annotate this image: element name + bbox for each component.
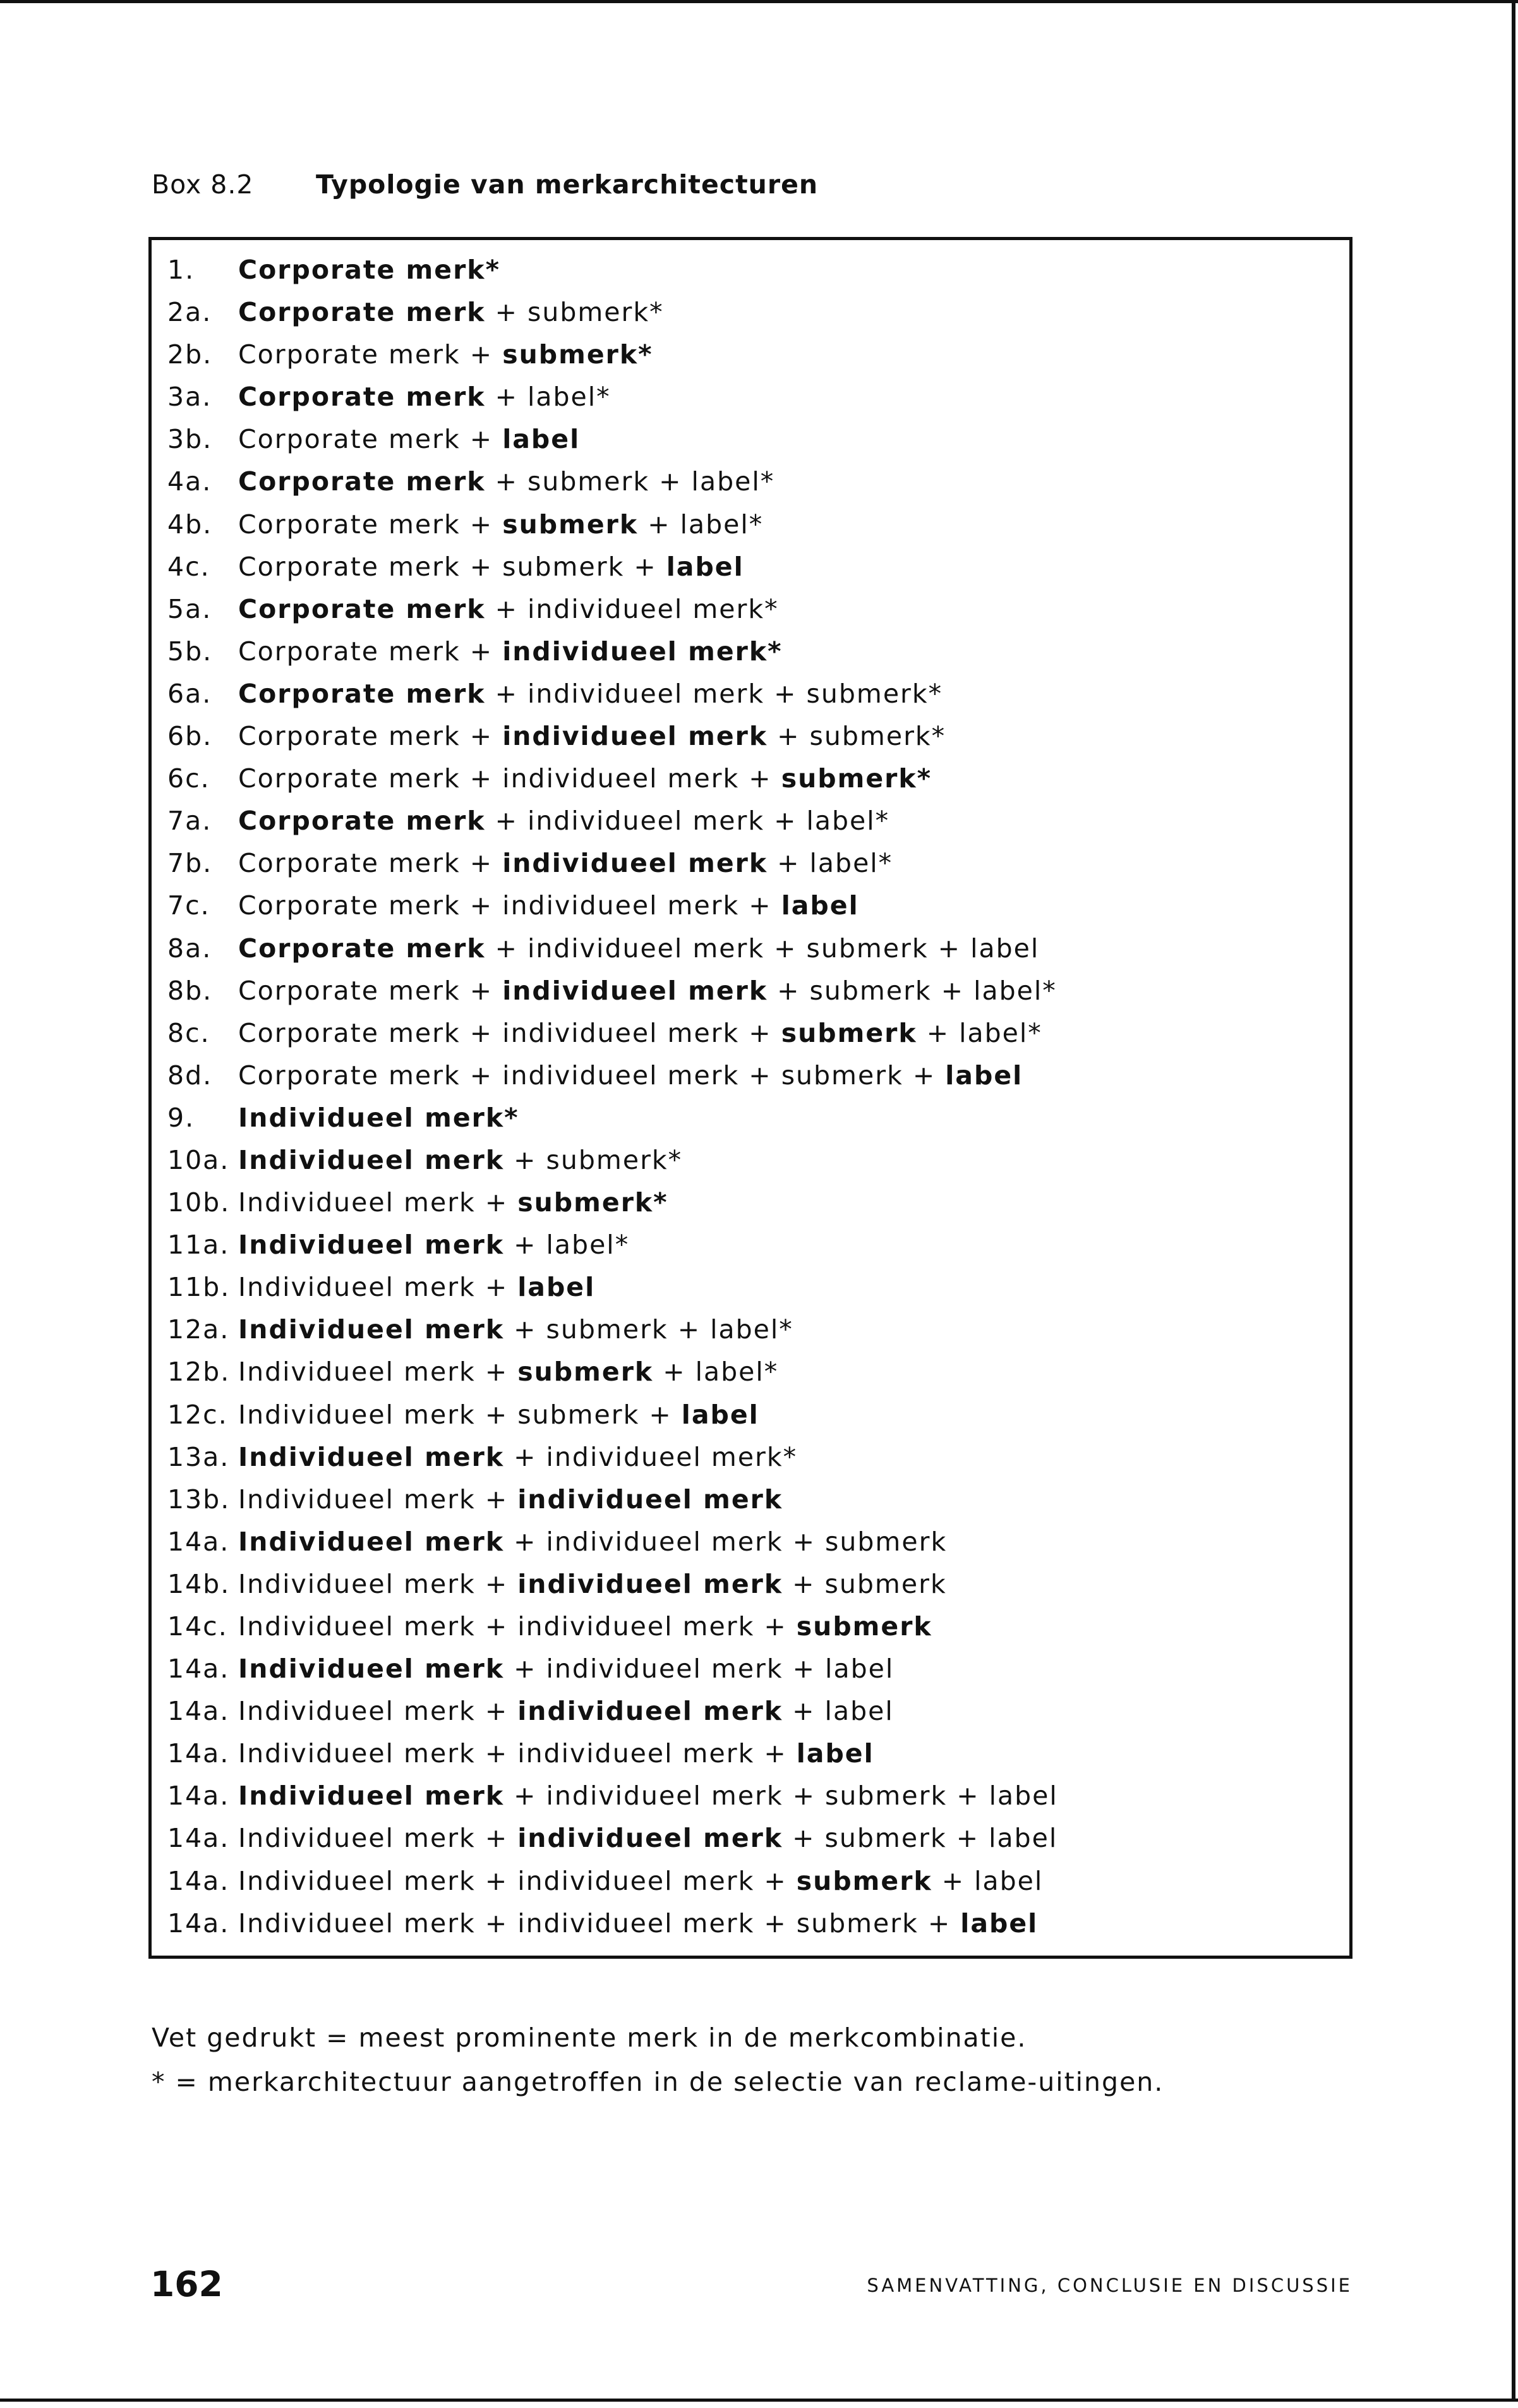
typology-item bbox=[167, 1394, 1058, 1436]
item-code: 6c. bbox=[167, 763, 210, 794]
item-part: + individueel merk* bbox=[504, 1441, 798, 1472]
item-code: 14c. bbox=[167, 1611, 228, 1642]
scan-edge-top bbox=[0, 0, 1518, 3]
item-prominent-part: Corporate merk* bbox=[238, 255, 501, 285]
item-code: 1. bbox=[167, 255, 195, 285]
item-part: + individueel merk + label* bbox=[485, 806, 890, 837]
item-text bbox=[238, 1611, 932, 1642]
typology-item bbox=[167, 1563, 1058, 1606]
item-code: 2b. bbox=[167, 339, 213, 370]
item-part: + label* bbox=[917, 1017, 1042, 1048]
typology-item bbox=[167, 291, 1058, 334]
item-text bbox=[238, 1230, 629, 1260]
item-text bbox=[238, 1654, 894, 1684]
item-code: 14a. bbox=[167, 1654, 230, 1685]
item-code: 7a. bbox=[167, 806, 212, 837]
item-prominent-part: submerk* bbox=[517, 1187, 668, 1218]
typology-item bbox=[167, 1436, 1058, 1479]
item-prominent-part: submerk bbox=[781, 1017, 917, 1048]
typology-item bbox=[167, 1690, 1058, 1733]
item-part: Corporate merk + bbox=[238, 975, 503, 1006]
typology-item bbox=[167, 1648, 1058, 1690]
item-prominent-part: label bbox=[796, 1738, 874, 1769]
typology-item bbox=[167, 1817, 1058, 1860]
scan-edge-bottom bbox=[0, 2399, 1518, 2402]
item-code: 13a. bbox=[167, 1441, 230, 1472]
item-part: Individueel merk + submerk + bbox=[238, 1399, 682, 1430]
item-code: 6b. bbox=[167, 721, 213, 752]
item-part: + submerk + label* bbox=[504, 1314, 793, 1345]
item-code: 9. bbox=[167, 1102, 195, 1133]
item-part: + label* bbox=[653, 1357, 779, 1388]
typology-item bbox=[167, 1733, 1058, 1775]
item-code: 8d. bbox=[167, 1060, 213, 1091]
item-prominent-part: Individueel merk bbox=[238, 1314, 505, 1345]
typology-item bbox=[167, 1224, 1058, 1266]
item-text bbox=[238, 806, 889, 836]
typology-item bbox=[167, 1521, 1058, 1563]
typology-item bbox=[167, 800, 1058, 842]
item-prominent-part: Corporate merk bbox=[238, 593, 486, 624]
item-prominent-part: Corporate merk bbox=[238, 806, 486, 837]
item-code: 5a. bbox=[167, 593, 212, 624]
typology-item bbox=[167, 1479, 1058, 1521]
item-part: Individueel merk + bbox=[238, 1272, 518, 1303]
typology-item bbox=[167, 588, 1058, 631]
item-prominent-part: submerk bbox=[517, 1357, 654, 1388]
item-part: Corporate merk + bbox=[238, 636, 503, 667]
item-text bbox=[238, 679, 943, 709]
item-text bbox=[238, 1103, 519, 1133]
item-part: + individueel merk + submerk + label bbox=[504, 1781, 1058, 1812]
item-prominent-part: label bbox=[502, 424, 581, 455]
item-prominent-part: individueel merk bbox=[517, 1823, 783, 1854]
item-text bbox=[238, 1272, 595, 1302]
item-code: 14a. bbox=[167, 1738, 230, 1769]
item-text bbox=[238, 890, 859, 921]
asterisk-legend-note: * = merkarchitectuur aangetroffen in de selectie van reclame-uitingen. bbox=[152, 2067, 1164, 2097]
typology-item bbox=[167, 504, 1058, 546]
item-code: 7b. bbox=[167, 848, 213, 879]
item-prominent-part: submerk* bbox=[781, 763, 932, 794]
item-part: + label* bbox=[768, 848, 893, 879]
item-prominent-part: individueel merk bbox=[502, 848, 768, 879]
item-part: + submerk + label* bbox=[768, 975, 1057, 1006]
item-part: Individueel merk + bbox=[238, 1696, 518, 1727]
item-part: Corporate merk + individueel merk + bbox=[238, 1017, 781, 1048]
item-prominent-part: Corporate merk bbox=[238, 297, 486, 328]
item-text bbox=[238, 1145, 682, 1175]
item-part: + label* bbox=[638, 509, 764, 540]
item-part: + individueel merk + submerk bbox=[504, 1526, 948, 1557]
typology-list bbox=[167, 249, 1058, 1945]
item-code: 12a. bbox=[167, 1314, 230, 1345]
item-prominent-part: label bbox=[781, 890, 859, 921]
item-code: 14a. bbox=[167, 1526, 230, 1557]
item-text bbox=[238, 1314, 793, 1345]
typology-item bbox=[167, 1012, 1058, 1055]
item-prominent-part: submerk bbox=[796, 1611, 932, 1642]
item-code: 14a. bbox=[167, 1781, 230, 1812]
item-prominent-part: individueel merk bbox=[502, 721, 768, 752]
item-code: 11b. bbox=[167, 1272, 231, 1303]
item-text bbox=[238, 848, 893, 878]
item-part: + submerk bbox=[783, 1568, 947, 1599]
typology-item bbox=[167, 1309, 1058, 1351]
typology-item bbox=[167, 673, 1058, 715]
item-text bbox=[238, 636, 783, 667]
item-code: 6a. bbox=[167, 678, 212, 709]
item-part: + individueel merk* bbox=[485, 593, 779, 624]
item-part: + submerk* bbox=[485, 297, 664, 328]
item-part: Corporate merk + bbox=[238, 424, 503, 455]
item-text bbox=[238, 255, 500, 285]
item-text bbox=[238, 1781, 1058, 1811]
item-text bbox=[238, 1400, 759, 1430]
item-part: + label* bbox=[504, 1230, 630, 1261]
item-text bbox=[238, 1823, 1057, 1853]
item-prominent-part: individueel merk bbox=[502, 975, 768, 1006]
item-part: Individueel merk + individueel merk + submerk + bbox=[238, 1908, 961, 1939]
typology-item bbox=[167, 1182, 1058, 1224]
item-part: + submerk + label bbox=[783, 1823, 1058, 1854]
item-part: Individueel merk + individueel merk + bbox=[238, 1865, 797, 1896]
item-prominent-part: individueel merk bbox=[517, 1696, 783, 1727]
item-text bbox=[238, 1484, 783, 1515]
item-text bbox=[238, 424, 580, 454]
running-head: SAMENVATTING, CONCLUSIE EN DISCUSSIE bbox=[867, 2275, 1352, 2296]
typology-item bbox=[167, 928, 1058, 970]
item-code: 4a. bbox=[167, 466, 212, 497]
typology-item bbox=[167, 842, 1058, 885]
item-code: 4b. bbox=[167, 509, 213, 540]
box-caption bbox=[152, 166, 818, 203]
item-part: Individueel merk + bbox=[238, 1484, 518, 1515]
item-part: + submerk* bbox=[768, 721, 946, 752]
item-text bbox=[238, 763, 932, 794]
item-part: Individueel merk + individueel merk + bbox=[238, 1738, 797, 1769]
item-code: 3b. bbox=[167, 424, 213, 455]
item-prominent-part: label bbox=[517, 1272, 596, 1303]
page-number: 162 bbox=[150, 2264, 223, 2304]
item-prominent-part: submerk bbox=[796, 1865, 932, 1896]
item-text bbox=[238, 466, 774, 497]
item-text bbox=[238, 933, 1039, 964]
item-prominent-part: individueel merk bbox=[517, 1568, 783, 1599]
item-part: Corporate merk + bbox=[238, 339, 503, 370]
item-code: 8a. bbox=[167, 933, 212, 964]
item-text bbox=[238, 976, 1057, 1006]
item-prominent-part: Individueel merk* bbox=[238, 1102, 519, 1133]
item-code: 14b. bbox=[167, 1568, 231, 1599]
item-text bbox=[238, 382, 611, 412]
item-part: Corporate merk + submerk + bbox=[238, 551, 666, 582]
item-text bbox=[238, 1866, 1043, 1896]
item-code: 14a. bbox=[167, 1908, 230, 1939]
typology-item bbox=[167, 334, 1058, 376]
typology-item bbox=[167, 1775, 1058, 1817]
item-part: + submerk + label* bbox=[485, 466, 775, 497]
item-part: + label* bbox=[485, 382, 611, 413]
item-prominent-part: Individueel merk bbox=[238, 1781, 505, 1812]
typology-item bbox=[167, 546, 1058, 588]
item-prominent-part: label bbox=[681, 1399, 759, 1430]
item-text bbox=[238, 509, 763, 540]
item-part: + label bbox=[932, 1865, 1044, 1896]
item-text bbox=[238, 1442, 797, 1472]
item-part: + label bbox=[783, 1696, 894, 1727]
bold-legend-note: Vet gedrukt = meest prominente merk in de merkcombinatie. bbox=[152, 2023, 1027, 2053]
typology-item bbox=[167, 1606, 1058, 1648]
item-text bbox=[238, 1569, 947, 1599]
typology-item bbox=[167, 1903, 1058, 1945]
typology-item bbox=[167, 715, 1058, 758]
item-text bbox=[238, 1187, 668, 1218]
item-prominent-part: individueel merk bbox=[517, 1484, 783, 1515]
typology-item bbox=[167, 885, 1058, 927]
item-part: + individueel merk + submerk* bbox=[485, 678, 943, 709]
item-code: 4c. bbox=[167, 551, 210, 582]
item-part: Individueel merk + individueel merk + bbox=[238, 1611, 797, 1642]
item-text bbox=[238, 297, 664, 327]
box-title: Typologie van merkarchitecturen bbox=[316, 169, 819, 200]
box-number: Box 8.2 bbox=[152, 169, 254, 200]
item-prominent-part: Individueel merk bbox=[238, 1654, 505, 1685]
typology-item bbox=[167, 461, 1058, 503]
item-prominent-part: submerk* bbox=[502, 339, 653, 370]
item-part: Corporate merk + individueel merk + submerk + bbox=[238, 1060, 946, 1091]
item-code: 14a. bbox=[167, 1823, 230, 1854]
item-code: 12b. bbox=[167, 1357, 231, 1388]
typology-item bbox=[167, 376, 1058, 418]
item-prominent-part: label bbox=[960, 1908, 1039, 1939]
item-prominent-part: Individueel merk bbox=[238, 1230, 505, 1261]
item-prominent-part: label bbox=[945, 1060, 1023, 1091]
item-text bbox=[238, 1357, 778, 1387]
item-text bbox=[238, 1060, 1023, 1091]
item-code: 5b. bbox=[167, 636, 213, 667]
item-text bbox=[238, 1908, 1038, 1939]
item-part: + individueel merk + submerk + label bbox=[485, 933, 1040, 964]
item-code: 10a. bbox=[167, 1144, 230, 1175]
typology-item bbox=[167, 1860, 1058, 1903]
item-part: Corporate merk + bbox=[238, 848, 503, 879]
typology-item bbox=[167, 631, 1058, 673]
item-part: Corporate merk + bbox=[238, 721, 503, 752]
item-prominent-part: Individueel merk bbox=[238, 1144, 505, 1175]
item-code: 10b. bbox=[167, 1187, 231, 1218]
item-text bbox=[238, 721, 946, 751]
typology-item bbox=[167, 418, 1058, 461]
item-part: Individueel merk + bbox=[238, 1357, 518, 1388]
item-text bbox=[238, 1527, 947, 1557]
item-text bbox=[238, 1696, 894, 1726]
item-part: Individueel merk + bbox=[238, 1823, 518, 1854]
item-text bbox=[238, 1738, 874, 1769]
typology-item bbox=[167, 1055, 1058, 1097]
item-part: Corporate merk + bbox=[238, 509, 503, 540]
typology-item bbox=[167, 1139, 1058, 1182]
item-text bbox=[238, 339, 653, 370]
item-prominent-part: individueel merk* bbox=[502, 636, 783, 667]
item-code: 11a. bbox=[167, 1230, 230, 1261]
item-part: Individueel merk + bbox=[238, 1187, 518, 1218]
item-prominent-part: label bbox=[666, 551, 744, 582]
typology-item bbox=[167, 970, 1058, 1012]
item-prominent-part: Individueel merk bbox=[238, 1526, 505, 1557]
item-part: Corporate merk + individueel merk + bbox=[238, 763, 781, 794]
item-code: 8b. bbox=[167, 975, 213, 1006]
typology-item bbox=[167, 249, 1058, 291]
item-part: Corporate merk + individueel merk + bbox=[238, 890, 781, 921]
scan-edge-right bbox=[1512, 0, 1515, 2402]
item-prominent-part: Individueel merk bbox=[238, 1441, 505, 1472]
notes bbox=[152, 2016, 1164, 2104]
item-code: 3a. bbox=[167, 382, 212, 413]
item-code: 8c. bbox=[167, 1017, 210, 1048]
item-code: 12c. bbox=[167, 1399, 228, 1430]
typology-item bbox=[167, 1097, 1058, 1139]
item-part: + individueel merk + label bbox=[504, 1654, 895, 1685]
item-prominent-part: Corporate merk bbox=[238, 382, 486, 413]
item-prominent-part: submerk bbox=[502, 509, 639, 540]
item-prominent-part: Corporate merk bbox=[238, 933, 486, 964]
item-code: 14a. bbox=[167, 1696, 230, 1727]
typology-item bbox=[167, 1351, 1058, 1393]
typology-item bbox=[167, 758, 1058, 800]
item-text bbox=[238, 1018, 1042, 1048]
item-part: Individueel merk + bbox=[238, 1568, 518, 1599]
item-code: 13b. bbox=[167, 1484, 231, 1515]
item-code: 2a. bbox=[167, 297, 212, 328]
item-code: 14a. bbox=[167, 1865, 230, 1896]
item-text bbox=[238, 552, 744, 582]
item-prominent-part: Corporate merk bbox=[238, 466, 486, 497]
item-prominent-part: Corporate merk bbox=[238, 678, 486, 709]
item-text bbox=[238, 594, 779, 624]
typology-item bbox=[167, 1266, 1058, 1309]
item-part: + submerk* bbox=[504, 1144, 683, 1175]
item-code: 7c. bbox=[167, 890, 210, 921]
